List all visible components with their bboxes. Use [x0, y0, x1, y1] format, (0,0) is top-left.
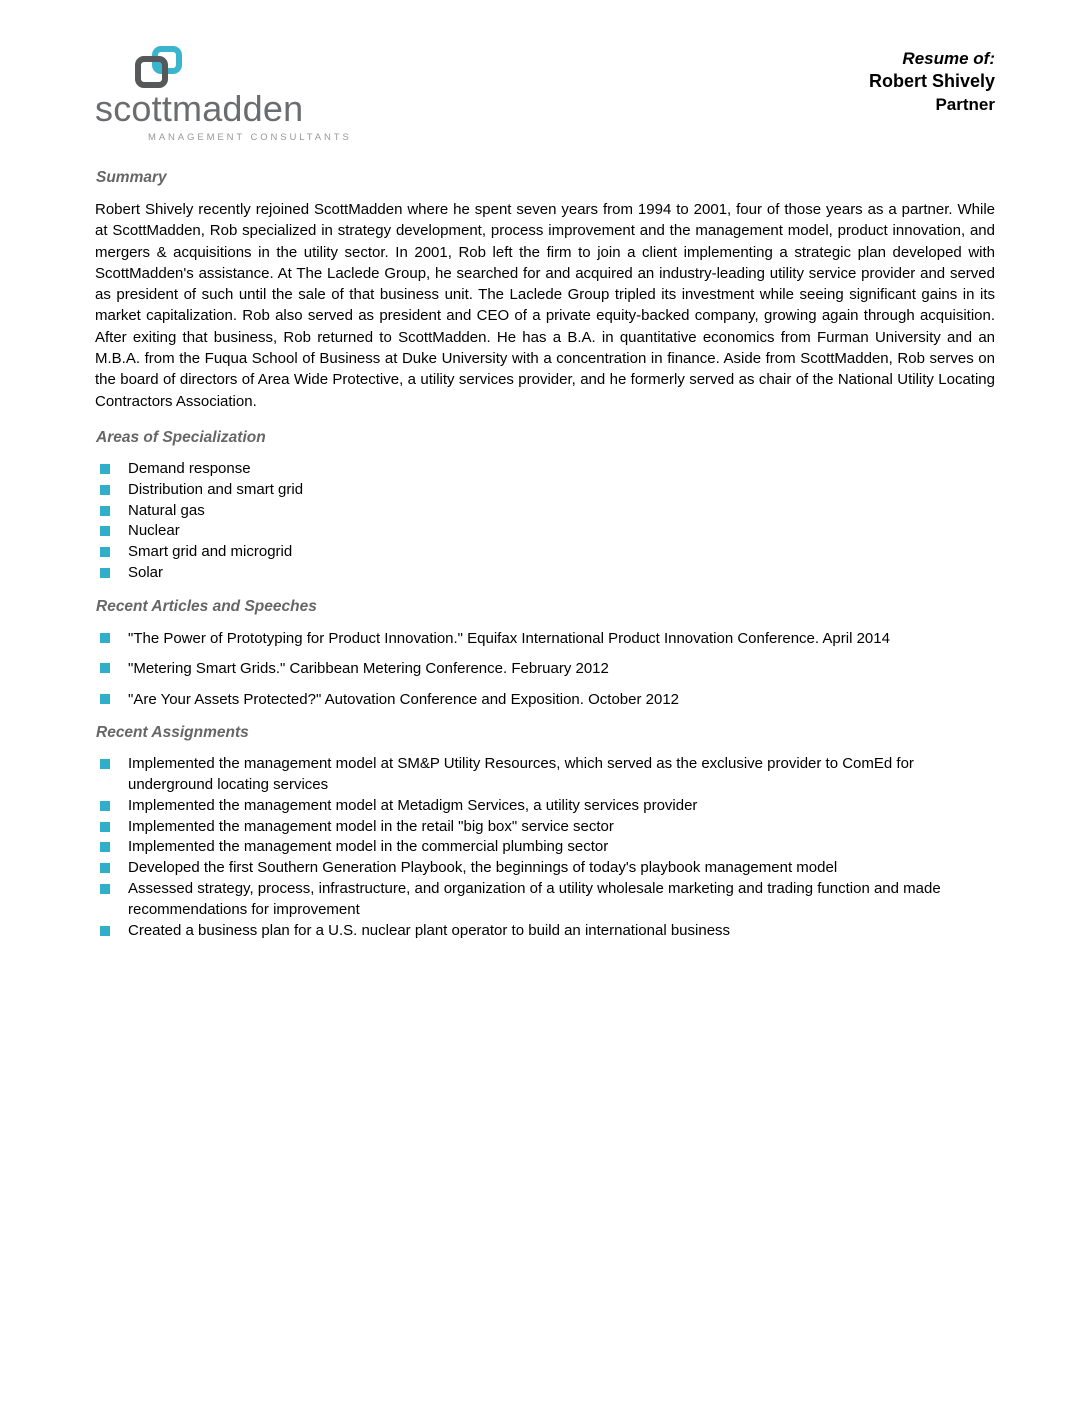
section-summary [95, 169, 995, 412]
assignment-list-item [95, 921, 995, 942]
specialization-list-item [95, 521, 995, 542]
scottmadden-logo [95, 45, 415, 143]
list-item-text: Developed the first Southern Generation Playbook, the beginnings of today's playbook management model [128, 859, 838, 877]
specialization-list-item [95, 501, 995, 522]
header [95, 45, 995, 143]
bullet-square-icon [100, 568, 110, 578]
bullet-square-icon [100, 464, 110, 474]
logo-tagline: MANAGEMENT CONSULTANTS [148, 132, 352, 143]
bullet-square-icon [100, 485, 110, 495]
list-item-text: Demand response [128, 459, 251, 477]
bullet-square-icon [100, 863, 110, 873]
bullet-square-icon [100, 663, 110, 673]
specialization-list-item [95, 459, 995, 480]
list-item-text: Nuclear [128, 522, 180, 540]
bullet-square-icon [100, 759, 110, 769]
specialization-list-item [95, 563, 995, 584]
list-item-text: Distribution and smart grid [128, 480, 304, 498]
bullet-square-icon [100, 526, 110, 536]
articles-list [95, 628, 995, 711]
list-item-text: Implemented the management model in the retail "big box" service sector [128, 817, 614, 835]
list-item-text: "Metering Smart Grids." Caribbean Metering Conference. February 2012 [128, 660, 609, 678]
assignment-list-item [95, 817, 995, 838]
articles-heading: Recent Articles and Speeches [96, 597, 317, 615]
summary-paragraph: Robert Shively recently rejoined ScottMadden where he spent seven years from 1994 to 2001, four of those years as a partner. While at ScottMadden, Rob specialized in strategy development, process improvement and the management model, product innovation, and mergers & acquisitions in the utility sector. In 2001, Rob left the firm to join a client implementing a strategic plan developed with ScottMadden's assistance. At The Laclede Group, he searched for and acquired an industry-leading utility service provider and served as president of such until the sale of that business unit. The Laclede Group tripled its investment while seeing significant gains in its market capitalization. Rob also served as president and CEO of a private equity-backed company, growing again through acquisition. After exiting that business, Rob returned to ScottMadden. He has a B.A. in quantitative economics from Furman University and an M.B.A. from the Fuqua School of Business at Duke University with a concentration in finance. Aside from ScottMadden, Rob serves on the board of directors of Area Wide Protective, a utility services provider, and he formerly served as chair of the National Utility Locating Contractors Association. [95, 201, 995, 410]
section-recent-assignments [95, 724, 995, 941]
specialization-list [95, 459, 995, 584]
section-areas-of-specialization [95, 429, 995, 584]
article-list-item [95, 658, 995, 680]
assignments-list [95, 754, 995, 941]
bullet-square-icon [100, 547, 110, 557]
bullet-square-icon [100, 506, 110, 516]
list-item-text: Smart grid and microgrid [128, 543, 293, 561]
resume-of-label: Resume of: [902, 49, 995, 68]
assignment-list-item [95, 879, 995, 921]
assignment-list-item [95, 796, 995, 817]
bullet-square-icon [100, 633, 110, 643]
assignment-list-item [95, 837, 995, 858]
list-item-text: Natural gas [128, 501, 205, 519]
list-item-text: "The Power of Prototyping for Product Innovation." Equifax International Product Innovation Conference. April 2014 [128, 629, 890, 647]
scottmadden-logo-icon [135, 45, 225, 89]
list-item-text: Solar [128, 563, 164, 581]
logo-wordmark: scottmadden [95, 88, 304, 129]
specialization-list-item [95, 480, 995, 501]
assignment-list-item [95, 754, 995, 796]
article-list-item [95, 628, 995, 650]
list-item-text: Assessed strategy, process, infrastructure, and organization of a utility wholesale marketing and trading function and made recommendations for improvement [128, 880, 941, 918]
person-title: Partner [935, 95, 995, 114]
list-item-text: Implemented the management model at SM&P Utility Resources, which served as the exclusive provider to ComEd for underground locating services [128, 755, 914, 794]
list-item-text: Implemented the management model at Metadigm Services, a utility services provider [128, 796, 698, 814]
bullet-square-icon [100, 842, 110, 852]
bullet-square-icon [100, 884, 110, 894]
list-item-text: Created a business plan for a U.S. nuclear plant operator to build an international business [128, 921, 731, 939]
logo-gray-square-icon [135, 56, 168, 88]
specialization-heading: Areas of Specialization [96, 428, 266, 446]
assignments-heading: Recent Assignments [96, 724, 249, 742]
specialization-list-item [95, 542, 995, 563]
bullet-square-icon [100, 801, 110, 811]
assignment-list-item [95, 858, 995, 879]
resume-title-block [869, 45, 995, 116]
bullet-square-icon [100, 694, 110, 704]
person-name: Robert Shively [868, 71, 995, 91]
article-list-item [95, 689, 995, 711]
list-item-text: "Are Your Assets Protected?" Autovation Conference and Exposition. October 2012 [128, 690, 680, 708]
summary-heading: Summary [96, 169, 167, 186]
bullet-square-icon [100, 926, 110, 936]
section-recent-articles [95, 598, 995, 711]
bullet-square-icon [100, 822, 110, 832]
list-item-text: Implemented the management model in the commercial plumbing sector [128, 838, 609, 856]
